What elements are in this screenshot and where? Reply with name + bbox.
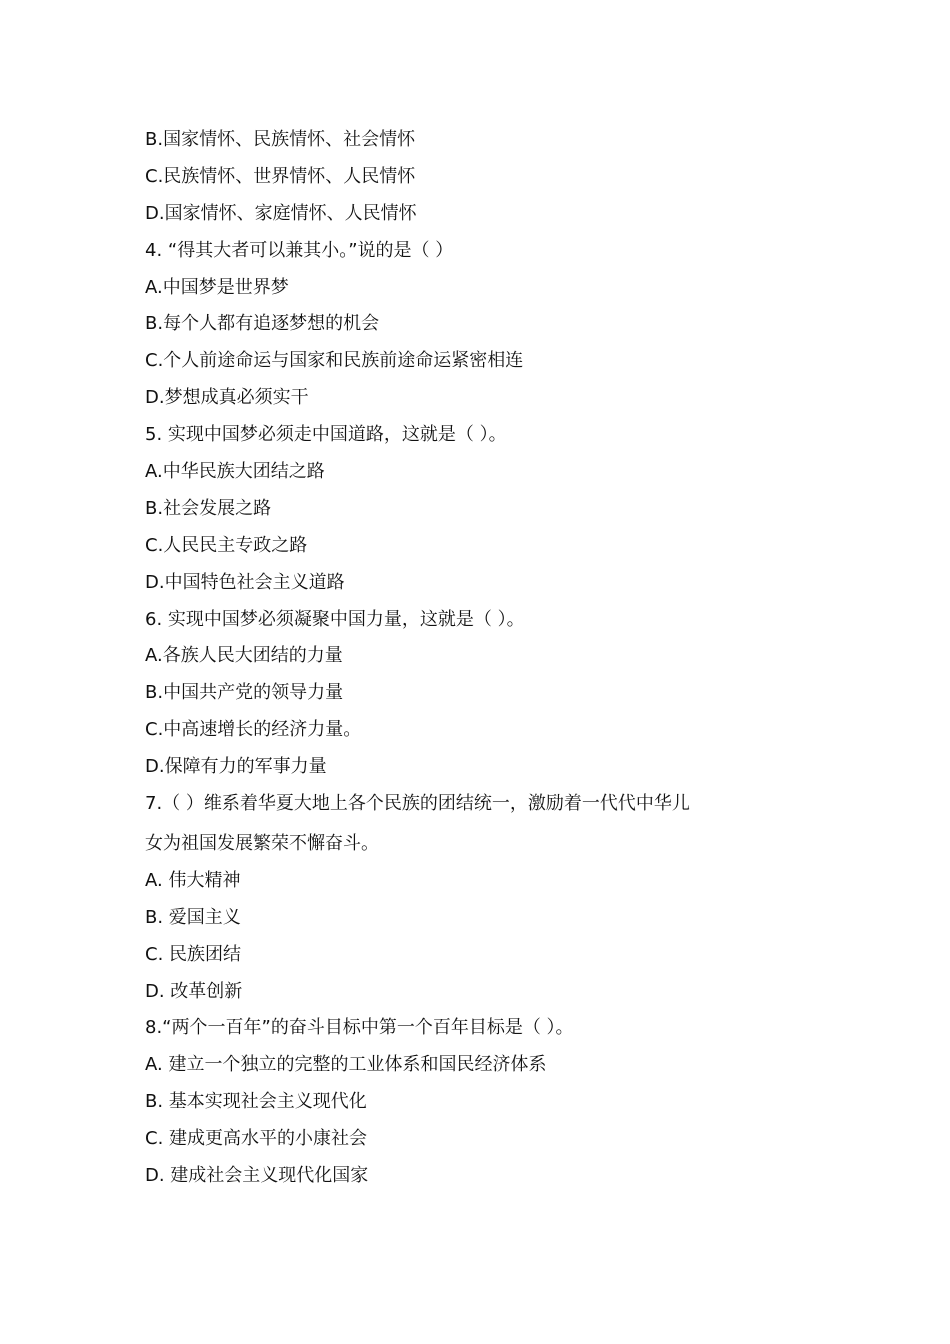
option-7c: C. 民族团结	[145, 943, 242, 965]
question-7-line-2: 女为祖国发展繁荣不懈奋斗。	[145, 833, 379, 855]
option-6a: A.各族人民大团结的力量	[145, 645, 343, 667]
option-7a: A. 伟大精神	[145, 869, 241, 891]
question-8: 8.“两个一百年”的奋斗目标中第一个百年目标是（ ）。	[145, 1017, 574, 1039]
question-4: 4. “得其大者可以兼其小。”说的是（ ）	[145, 239, 454, 261]
question-6: 6. 实现中国梦必须凝聚中国力量，这就是（ ）。	[145, 608, 525, 630]
option-6c: C.中高速增长的经济力量。	[145, 719, 362, 741]
question-5: 5. 实现中国梦必须走中国道路，这就是（ ）。	[145, 424, 507, 446]
option-6d: D.保障有力的军事力量	[145, 756, 327, 778]
option-7d: D. 改革创新	[145, 980, 243, 1002]
option-4c: C.个人前途命运与国家和民族前途命运紧密相连	[145, 350, 524, 372]
option-4d: D.梦想成真必须实干	[145, 387, 309, 409]
option-3d: D.国家情怀、家庭情怀、人民情怀	[145, 202, 417, 224]
option-5d: D.中国特色社会主义道路	[145, 571, 345, 593]
option-8a: A. 建立一个独立的完整的工业体系和国民经济体系	[145, 1054, 547, 1076]
option-7b: B. 爱国主义	[145, 906, 241, 928]
question-7-line-1: 7.（ ）维系着华夏大地上各个民族的团结统一，激励着一代代中华儿	[145, 793, 690, 815]
option-8c: C. 建成更高水平的小康社会	[145, 1128, 368, 1150]
option-4a: A.中国梦是世界梦	[145, 276, 289, 298]
option-3c: C.民族情怀、世界情怀、人民情怀	[145, 165, 416, 187]
option-5c: C.人民民主专政之路	[145, 534, 308, 556]
question-list	[145, 122, 845, 1195]
option-5b: B.社会发展之路	[145, 497, 272, 519]
option-6b: B.中国共产党的领导力量	[145, 682, 344, 704]
option-3b: B.国家情怀、民族情怀、社会情怀	[145, 129, 416, 150]
option-5a: A.中华民族大团结之路	[145, 461, 325, 483]
option-4b: B.每个人都有追逐梦想的机会	[145, 313, 380, 335]
option-8d: D. 建成社会主义现代化国家	[145, 1165, 369, 1187]
option-8b: B. 基本实现社会主义现代化	[145, 1091, 367, 1113]
